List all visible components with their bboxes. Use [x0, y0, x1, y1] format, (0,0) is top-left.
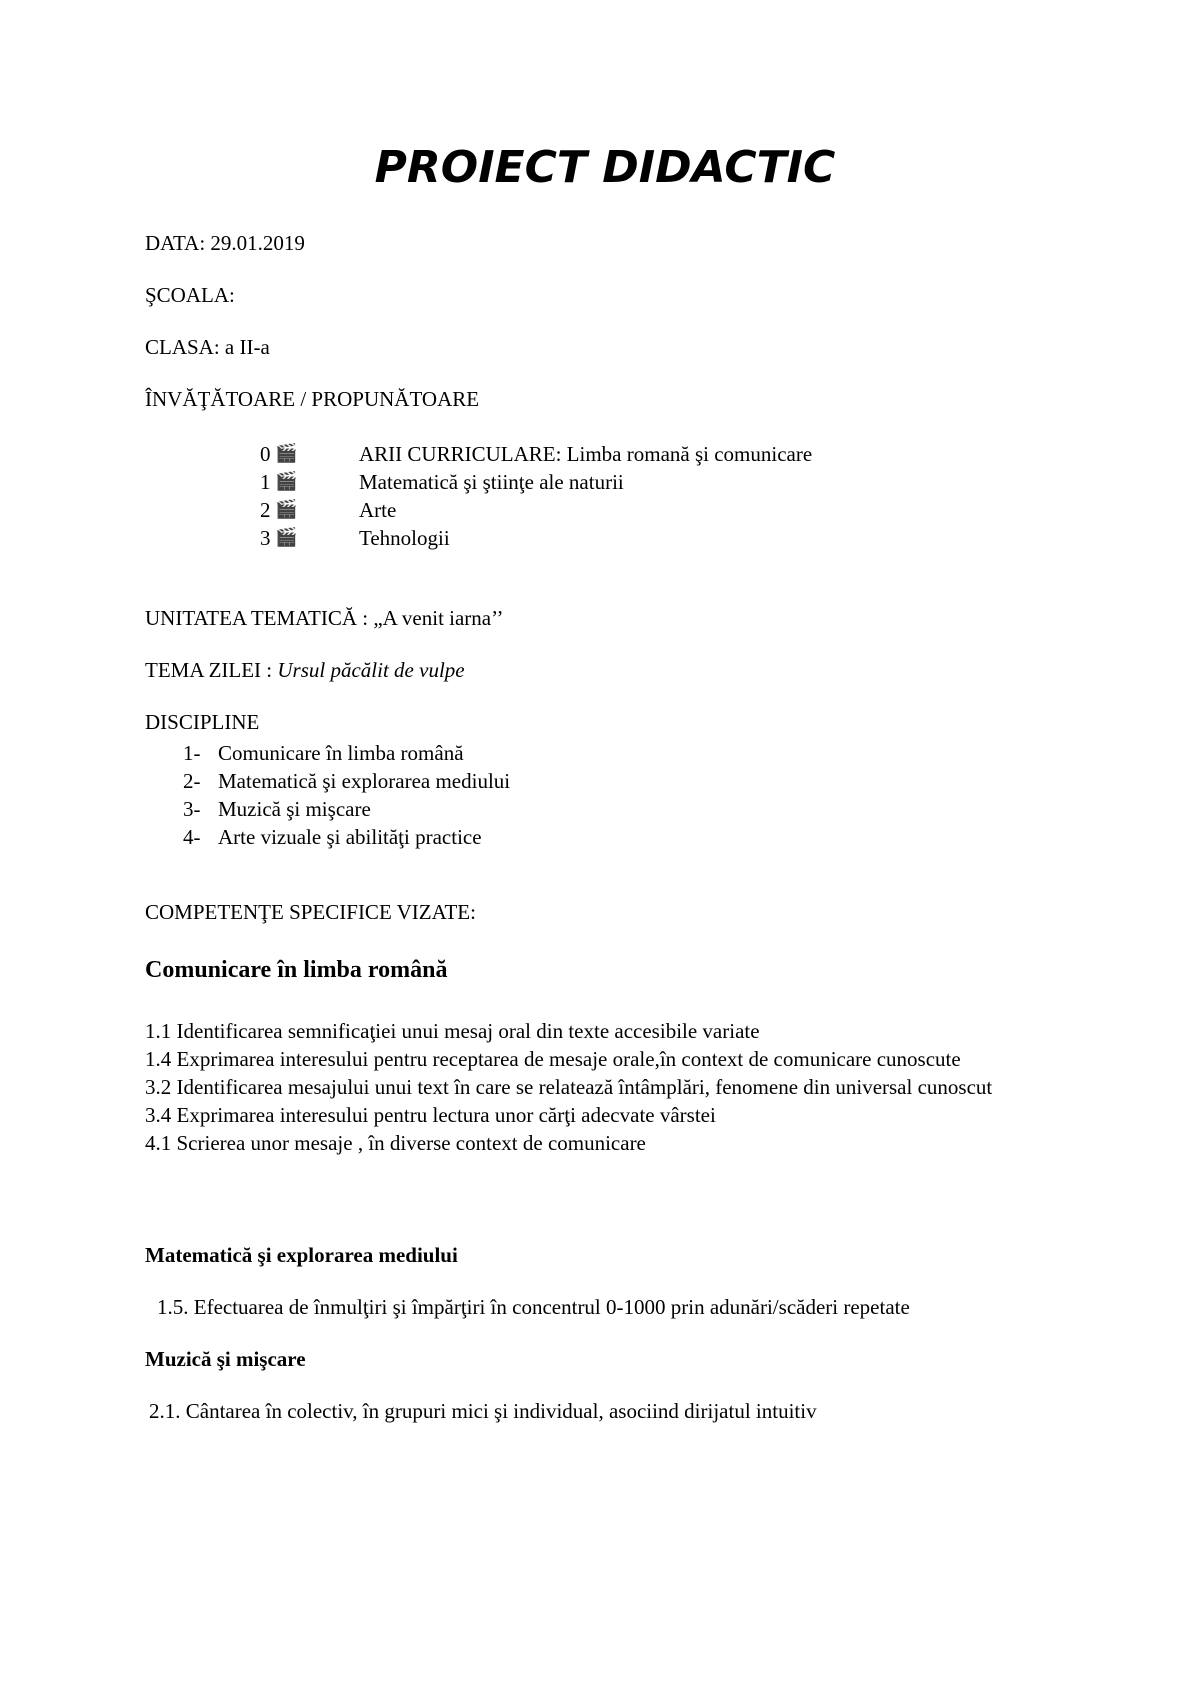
comunicare-competences — [145, 1017, 1050, 1157]
list-item-number: 3- — [183, 797, 201, 821]
class-field: CLASA: a II-a — [145, 335, 270, 359]
section-heading-comunicare: Comunicare în limba română — [145, 957, 448, 983]
list-item-number: 1- — [183, 741, 201, 765]
list-item — [145, 496, 1045, 524]
document-title: PROIECT DIDACTIC — [374, 142, 836, 193]
day-theme-label: TEMA ZILEI : — [145, 658, 278, 682]
thematic-unit: UNITATEA TEMATICĂ : „A venit iarna’’ — [145, 606, 504, 630]
day-theme — [145, 656, 465, 684]
clapperboard-icon: 🎬 — [275, 527, 298, 548]
competences-label: COMPETENŢE SPECIFICE VIZATE: — [145, 900, 476, 924]
list-item-text: Arte vizuale şi abilităţi practice — [218, 825, 482, 849]
muzica-competence: 2.1. Cântarea în colectiv, în grupuri mici şi individual, asociind dirijatul intuitiv — [149, 1399, 817, 1423]
matematica-competence: 1.5. Efectuarea de înmulţiri şi împărţiri în concentrul 0-1000 prin adunări/scăderi repetate — [157, 1295, 910, 1319]
list-item: 4.1 Scrierea unor mesaje , în diverse context de comunicare — [145, 1131, 646, 1155]
clapperboard-icon: 🎬 — [275, 443, 298, 464]
curricular-areas-list — [145, 440, 1045, 552]
teacher-field: ÎNVĂŢĂTOARE / PROPUNĂTOARE — [145, 387, 480, 411]
list-item: 3.2 Identificarea mesajului unui text în care se relatează întâmplări, fenomene din universal cunoscut — [145, 1075, 993, 1099]
list-item-number: 4- — [183, 825, 201, 849]
date-field: DATA: 29.01.2019 — [145, 231, 305, 255]
school-field: ŞCOALA: — [145, 283, 235, 307]
list-item: 3.4 Exprimarea interesului pentru lectura unor cărţi adecvate vârstei — [145, 1103, 716, 1127]
disciplines-label: DISCIPLINE — [145, 710, 260, 734]
list-item-number: 2- — [183, 769, 201, 793]
list-item-text: ARII CURRICULARE: Limba romană şi comunicare — [359, 442, 813, 466]
clapperboard-icon: 🎬 — [275, 471, 298, 492]
section-heading-muzica: Muzică şi mişcare — [145, 1347, 306, 1371]
clapperboard-icon: 🎬 — [275, 499, 298, 520]
list-item-number: 3 — [260, 526, 271, 550]
list-item-number: 1 — [260, 470, 271, 494]
list-item-text: Muzică şi mişcare — [218, 797, 371, 821]
list-item-text: Comunicare în limba română — [218, 741, 464, 765]
list-item-number: 0 — [260, 442, 271, 466]
section-heading-matematica: Matematică şi explorarea mediului — [145, 1243, 458, 1267]
list-item-number: 2 — [260, 498, 271, 522]
list-item-text: Matematică şi explorarea mediului — [218, 769, 511, 793]
list-item-text: Tehnologii — [359, 526, 450, 550]
list-item: 1.4 Exprimarea interesului pentru receptarea de mesaje orale,în context de comunicare cunoscute — [145, 1047, 961, 1071]
list-item-text: Arte — [359, 498, 397, 522]
list-item — [145, 524, 1045, 552]
day-theme-value: Ursul păcălit de vulpe — [277, 658, 465, 682]
list-item — [145, 440, 1045, 468]
list-item — [145, 468, 1045, 496]
list-item-text: Matematică şi ştiinţe ale naturii — [359, 470, 624, 494]
list-item: 1.1 Identificarea semnificaţiei unui mesaj oral din texte accesibile variate — [145, 1019, 760, 1043]
